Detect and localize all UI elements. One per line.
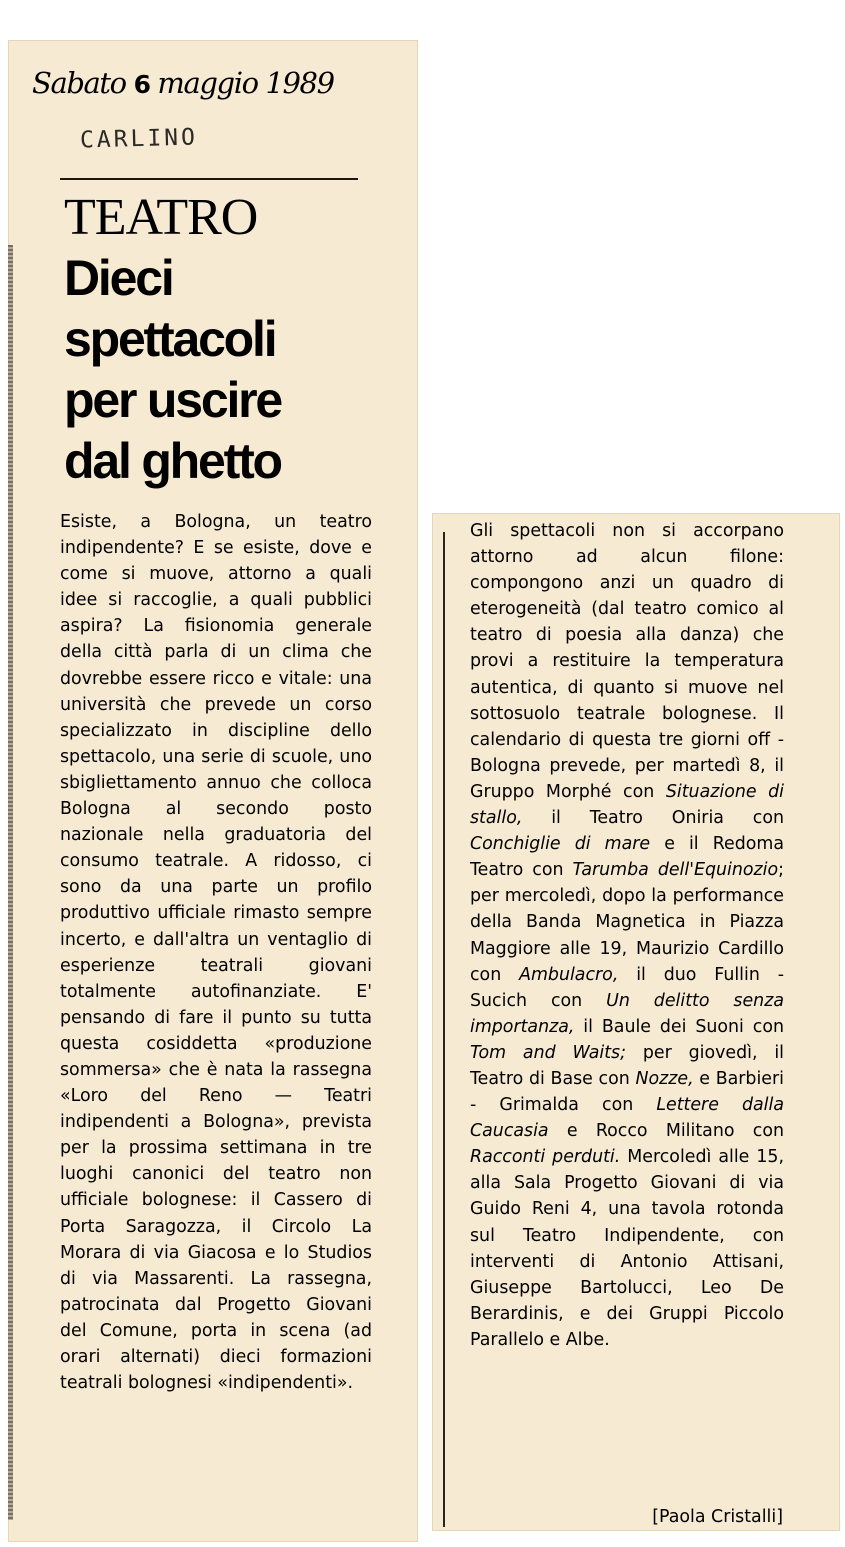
section-label: TEATRO <box>64 189 258 246</box>
work-title: Lettere dalla Caucasia <box>470 1095 784 1142</box>
column-divider <box>443 532 445 1527</box>
text-run: il duo Fullin - Sucich con <box>470 964 784 1011</box>
article-paragraph-left <box>60 509 372 1396</box>
text-run: ; per mercoledì, dopo la performance della Banda Magnetica in Piazza Maggiore alle 19, Maurizio Cardillo con <box>470 860 784 985</box>
headline-line: dal ghetto <box>64 433 281 489</box>
text-run: il Teatro Oniria con <box>522 808 784 829</box>
date-prefix: Sabato <box>32 66 126 100</box>
work-title: Ambulacro, <box>519 964 619 985</box>
work-title: Situazione di stallo, <box>470 781 784 829</box>
headline-line: Dieci <box>64 250 173 306</box>
article-column-left <box>60 509 372 1396</box>
date-day: 6 <box>133 70 150 99</box>
work-title: Nozze, <box>635 1068 694 1089</box>
text-run: il Baule dei Suoni con <box>574 1016 784 1037</box>
text-run: per giovedì, il Teatro di Base con <box>470 1042 784 1089</box>
headline <box>64 248 281 492</box>
text-run: Gli spettacoli non si accorpano attorno ad alcun filone: compongono anzi un quadro di eterogeneità (dal teatro comico al teatro di poesia alla danza) che provi a restituire la temperatura autentica, di quanto si muove nel sottosuolo teatrale bolognese. Il calendario di questa tre giorni off - Bologna prevede, per martedì 8, il Gruppo Morphé con <box>470 521 784 802</box>
handwritten-newspaper-name: CARLINO <box>79 124 199 154</box>
date-suffix: maggio 1989 <box>157 66 334 100</box>
byline: [Paola Cristalli] <box>652 1507 783 1527</box>
work-title: Un delitto senza importanza, <box>470 990 784 1037</box>
text-run: Esiste, a Bologna, un teatro indipendente? E se esiste, dove e come si muove, attorno a quali idee si raccoglie, a quali pubblici aspira? La fisionomia generale della città parla di un clima che dovrebbe essere ricco e vitale: una università che prevede un corso specializzato in discipline dello spettacolo, una serie di scuole, uno sbigliettamento annuo che colloca Bologna al secondo posto nazionale nella graduatoria del consumo teatrale. A ridosso, ci sono da una parte un profilo produttivo ufficiale rimasto sempre incerto, e dall'altra un ventaglio di esperienze teatrali giovani totalmente autofinanziate. E' pensando di fare il punto su tutta questa cosiddetta «produzione sommersa» che è nata la rassegna «Loro del Reno — Teatri indipendenti a Bologna», prevista per la prossima settimana in tre luoghi canonici del teatro non ufficiale bolognese: il Cassero di Porta Saragozza, il Circolo La Morara di via Giacosa e lo Studios di via Massarenti. La rassegna, patrocinata dal Progetto Giovani del Comune, porta in scena (ad orari alternati) dieci formazioni teatrali bolognesi «indipendenti». <box>60 512 372 1394</box>
header-rule <box>60 178 358 180</box>
work-title: Conchiglie di mare <box>470 834 651 855</box>
text-run: Mercoledì alle 15, alla Sala Progetto Giovani di via Guido Reni 4, una tavola rotonda sul Teatro Indipendente, con interventi di Antonio Attisani, Giuseppe Bartolucci, Leo De Berardinis, e dei Gruppi Piccolo Parallelo e Albe. <box>470 1147 784 1350</box>
text-run: e il Redoma Teatro con <box>470 834 784 881</box>
work-title: Tarumba dell'Equinozio <box>572 860 779 881</box>
article-paragraph-right <box>470 518 784 1353</box>
publication-date <box>32 66 334 100</box>
headline-line: per uscire <box>64 372 282 428</box>
text-run: e Barbieri - Grimalda con <box>470 1068 784 1116</box>
article-column-right <box>470 518 784 1353</box>
text-run: e Rocco Militano con <box>548 1121 784 1142</box>
clipping-edge-strip <box>8 245 13 1520</box>
work-title: Racconti perduti. <box>470 1147 621 1168</box>
work-title: Tom and Waits; <box>470 1042 626 1063</box>
headline-line: spettacoli <box>64 311 276 367</box>
